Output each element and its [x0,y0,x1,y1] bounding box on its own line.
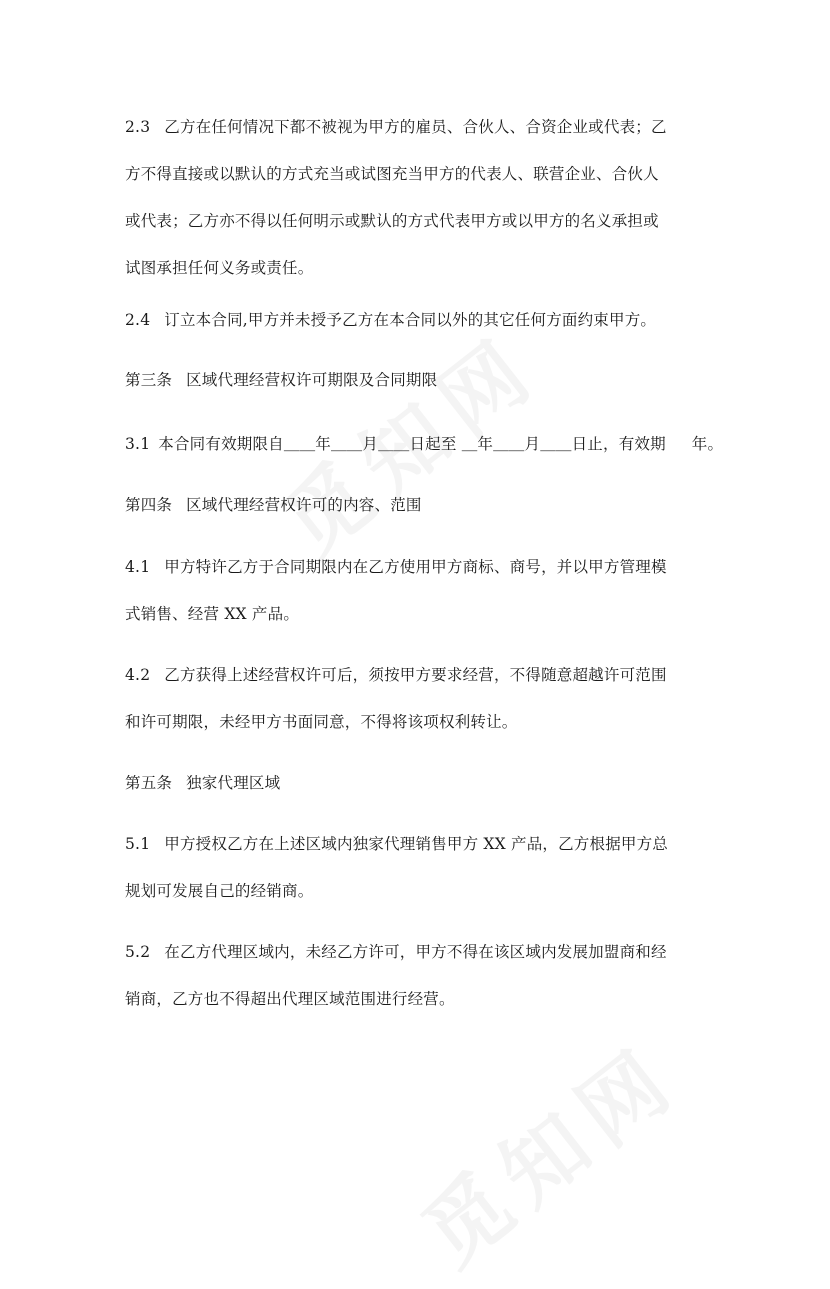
clause-text-line: 甲方特许乙方于合同期限内在乙方使用甲方商标、商号，并以甲方管理模 [164,558,667,576]
article-title: 独家代理区域 [186,774,281,792]
clause-5-1 [125,821,715,915]
clause-text-line: 试图承担任何义务或责任。 [125,259,314,277]
clause-3-1 [125,421,724,468]
article-5-heading [125,760,715,807]
clause-number: 2.4 [125,311,151,329]
article-number: 第三条 [125,371,173,389]
article-3-heading [125,357,715,404]
clause-2-3 [125,104,715,292]
clause-text-line: 或代表；乙方亦不得以任何明示或默认的方式代表甲方或以甲方的名义承担或 [125,212,659,230]
clause-text-line: 甲方授权乙方在上述区域内独家代理销售甲方 XX 产品，乙方根据甲方总 [164,835,668,853]
article-title: 区域代理经营权许可期限及合同期限 [186,371,438,389]
clause-text-line: 和许可期限，未经甲方书面同意，不得将该项权利转让。 [125,713,518,731]
clause-number: 4.1 [125,558,151,576]
clause-number: 5.2 [125,943,151,961]
clause-text-line: 乙方获得上述经营权许可后，须按甲方要求经营，不得随意超越许可范围 [164,666,667,684]
clause-text-line: 订立本合同,甲方并未授予乙方在本合同以外的其它任何方面约束甲方。 [164,311,657,329]
clause-4-2 [125,652,715,746]
article-number: 第五条 [125,774,173,792]
clause-4-1 [125,544,715,638]
clause-number: 4.2 [125,666,151,684]
clause-5-2 [125,929,715,1023]
clause-text-line: 在乙方代理区域内，未经乙方许可，甲方不得在该区域内发展加盟商和经 [164,943,667,961]
article-4-heading [125,482,715,529]
clause-number: 2.3 [125,118,151,136]
clause-number: 5.1 [125,835,151,853]
watermark-bottom [394,1012,700,1288]
clause-text-line: 式销售、经营 XX 产品。 [125,605,300,623]
clause-text-line: 本合同有效期限自＿＿年＿＿月＿＿日起至 ＿年＿＿月＿＿日止，有效期 年。 [158,435,724,453]
clause-text-line: 规划可发展自己的经销商。 [125,882,314,900]
clause-2-4 [125,297,715,344]
clause-text-line: 销商，乙方也不得超出代理区域范围进行经营。 [125,990,455,1008]
article-title: 区域代理经营权许可的内容、范围 [186,496,422,514]
clause-text-line: 方不得直接或以默认的方式充当或试图充当甲方的代表人、联营企业、合伙人 [125,165,659,183]
clause-text-line: 乙方在任何情况下都不被视为甲方的雇员、合伙人、合资企业或代表；乙 [164,118,667,136]
clause-number: 3.1 [125,435,151,453]
article-number: 第四条 [125,496,173,514]
